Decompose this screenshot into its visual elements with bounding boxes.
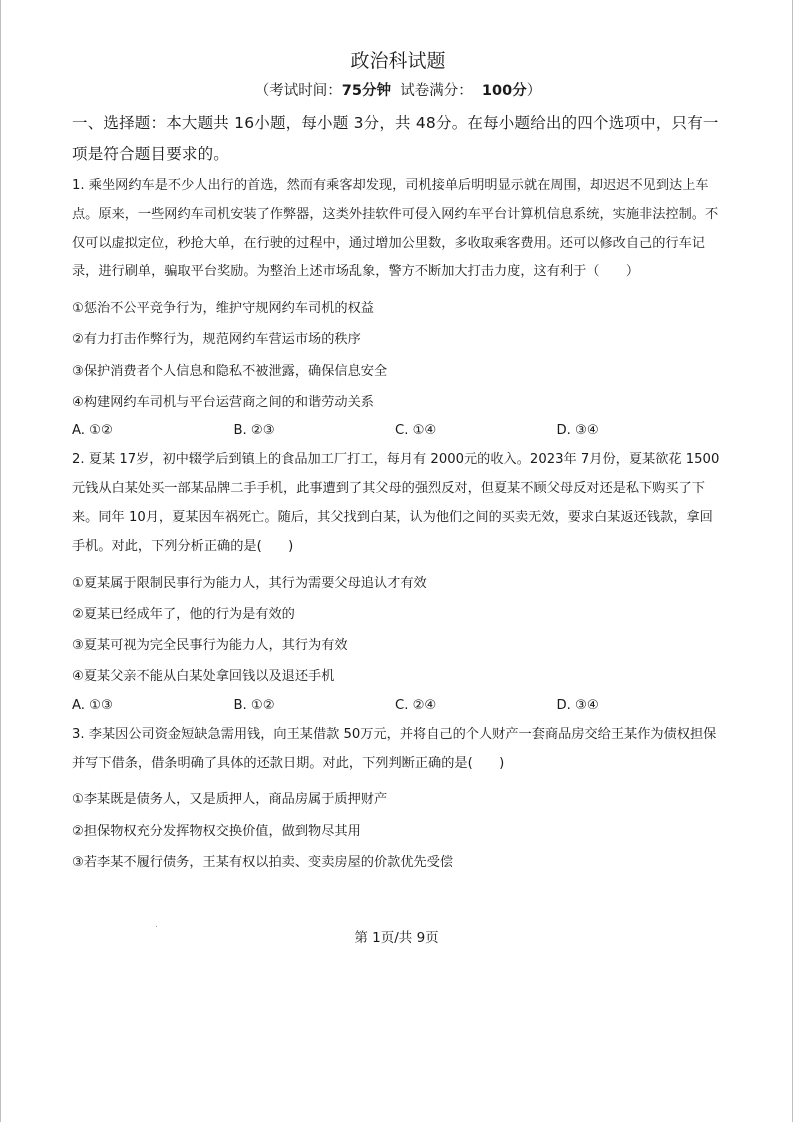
statement: ①惩治不公平竞争行为，维护守规网约车司机的权益 [72, 301, 374, 317]
statement: ①李某既是债务人，又是质押人，商品房属于质押财产 [72, 792, 388, 808]
choice-a[interactable]: A. ①② [72, 423, 113, 439]
answer-choices [72, 418, 724, 444]
statement: ④构建网约车司机与平台运营商之间的和谐劳动关系 [72, 395, 374, 411]
question-stem: 1. 乘坐网约车是不少人出行的首选，然而有乘客却发现，司机接单后明明显示就在周围，却迟迟不见到达上车点。原来，一些网约车司机安装了作弊器，这类外挂软件可侵入网约车平台计算机信息系统，实施非法控制。不仅可以虚拟定位，秒抢大单，在行驶的过程中，通过增加公里数，多收取乘客费用。还可以修改自己的行车记录，进行刷单，骗取平台奖励。为整治上述市场乱象，警方不断加大打击力度，这有利于（ ） [72, 178, 719, 280]
choice-c[interactable]: C. ②④ [395, 697, 437, 713]
exam-info [72, 78, 724, 104]
exam-page [72, 46, 724, 878]
exam-score-value: 100分 [481, 83, 527, 99]
answer-choices [72, 693, 724, 719]
exam-info-separator: 试卷满分： [390, 83, 482, 99]
statement: ③夏某可视为完全民事行为能力人，其行为有效 [72, 638, 348, 654]
section-heading: 一、选择题：本大题共 16小题，每小题 3分，共 48分。在每小题给出的四个选项中，只有一项是符合题目要求的。 [72, 114, 719, 163]
choice-b[interactable]: B. ①② [233, 697, 275, 713]
choice-c[interactable]: C. ①④ [395, 423, 437, 439]
statement: ③若李某不履行债务，王某有权以拍卖、变卖房屋的价款优先受偿 [72, 854, 454, 870]
exam-info-suffix: ） [526, 83, 542, 99]
page-number: 第 1页/共 9页 [354, 930, 439, 946]
exam-time-value: 75分钟 [341, 83, 391, 99]
statement: ④夏某父亲不能从白某处拿回钱以及退还手机 [72, 669, 335, 685]
statement: ②夏某已经成年了，他的行为是有效的 [72, 606, 295, 622]
statement: ③保护消费者个人信息和隐私不被泄露，确保信息安全 [72, 363, 388, 379]
question-2 [72, 446, 724, 718]
choice-b[interactable]: B. ②③ [233, 423, 275, 439]
page-title: 政治科试题 [350, 50, 446, 72]
question-3 [72, 721, 724, 878]
exam-info-prefix: （考试时间： [254, 83, 342, 99]
question-stem: 3. 李某因公司资金短缺急需用钱，向王某借款 50万元，并将自己的个人财产一套商品房交给王某作为债权担保并写下借条，借条明确了具体的还款日期。对此，下列判断正确的是( ) [72, 726, 717, 771]
statement: ②担保物权充分发挥物权交换价值，做到物尽其用 [72, 823, 361, 839]
choice-d[interactable]: D. ③④ [556, 697, 599, 713]
question-stem: 2. 夏某 17岁，初中辍学后到镇上的食品加工厂打工，每月有 2000元的收入。2023年 7月份，夏某欲花 1500元钱从白某处买一部某品牌二手手机，此事遭到了其父母的强烈反对，但夏某不顾父母反对还是私下购买了下来。同年 10月，夏某因车祸死亡。随后，其父找到白某，认为他们之间的买卖无效，要求白某返还钱款，拿回手机。对此，下列分析正确的是( ) [72, 452, 720, 554]
statement: ②有力打击作弊行为，规范网约车营运市场的秩序 [72, 332, 361, 348]
choice-a[interactable]: A. ①③ [72, 697, 113, 713]
choice-d[interactable]: D. ③④ [556, 423, 599, 439]
question-1 [72, 172, 724, 444]
statement: ①夏某属于限制民事行为能力人，其行为需要父母追认才有效 [72, 575, 427, 591]
